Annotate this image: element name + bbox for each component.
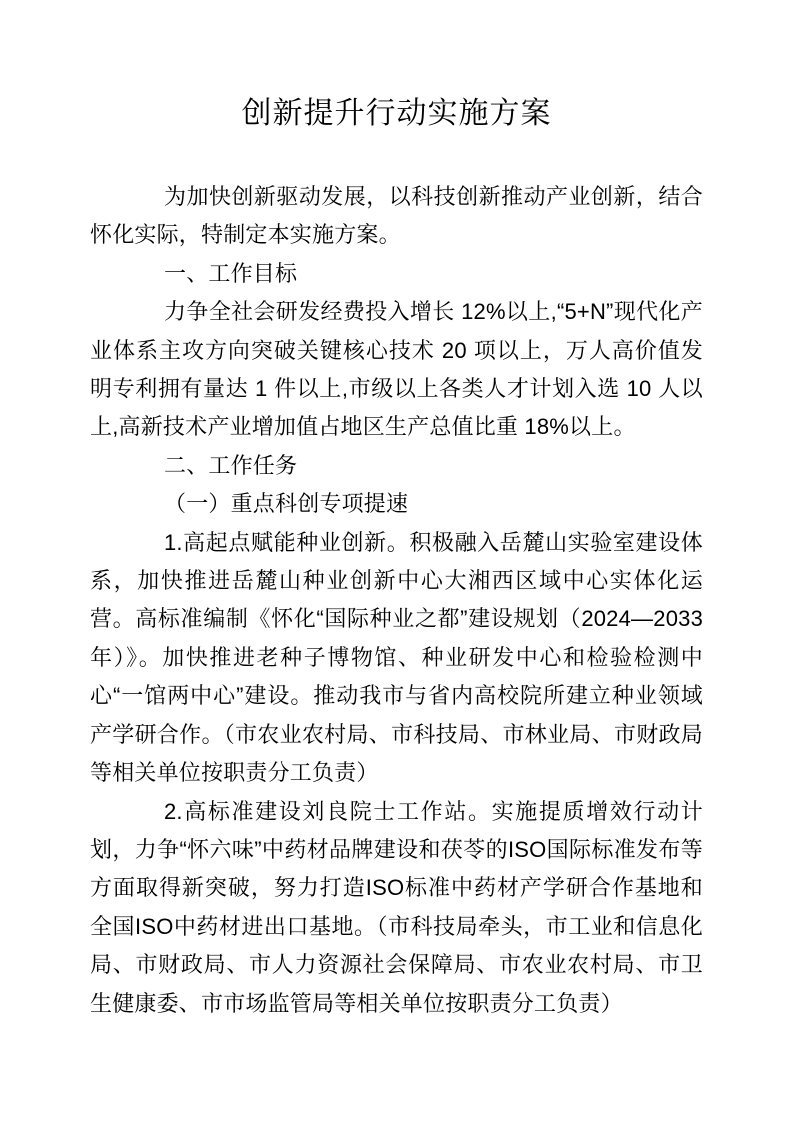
subsection-heading-key-sci-projects: （一）重点科创专项提速: [164, 491, 409, 517]
section-heading-work-tasks: 二、工作任务: [164, 452, 298, 478]
paragraph-task-2-academician-workstation: 2.高标准建设刘良院士工作站。实施提质增效行动计划，力争“怀六味”中药材品牌建设和茯苓的ISO国际标准发布等方面取得新突破，努力打造ISO标准中药材产学研合作基地和全国ISO中药材进出口基地。（市科技局牵头，市工业和信息化局、市财政局、市人力资源社会保障局、市农业农村局、市卫生健康委、市市场监管局等相关单位按职责分工负责）: [90, 798, 703, 1016]
section-heading-work-goals: 一、工作目标: [164, 260, 298, 286]
intro-paragraph: 为加快创新驱动发展，以科技创新推动产业创新，结合怀化实际，特制定本实施方案。: [90, 184, 703, 248]
paragraph-task-1-seed-industry: 1.高起点赋能种业创新。积极融入岳麓山实验室建设体系，加快推进岳麓山种业创新中心大湘西区域中心实体化运营。高标准编制《怀化“国际种业之都”建设规划（2024—2033年）》。加快推进老种子博物馆、种业研发中心和检验检测中心“一馆两中心”建设。推动我市与省内高校院所建立种业领域产学研合作。（市农业农村局、市科技局、市林业局、市财政局等相关单位按职责分工负责）: [90, 529, 703, 786]
document-title: 创新提升行动实施方案: [241, 97, 552, 130]
paragraph-work-goals: 力争全社会研发经费投入增长 12%以上,“5+N”现代化产业体系主攻方向突破关键核心技术 20 项以上，万人高价值发明专利拥有量达 1 件以上,市级以上各类人才计划入选 10 人以上,高新技术产业增加值占地区生产总值比重 18%以上。: [90, 299, 703, 440]
